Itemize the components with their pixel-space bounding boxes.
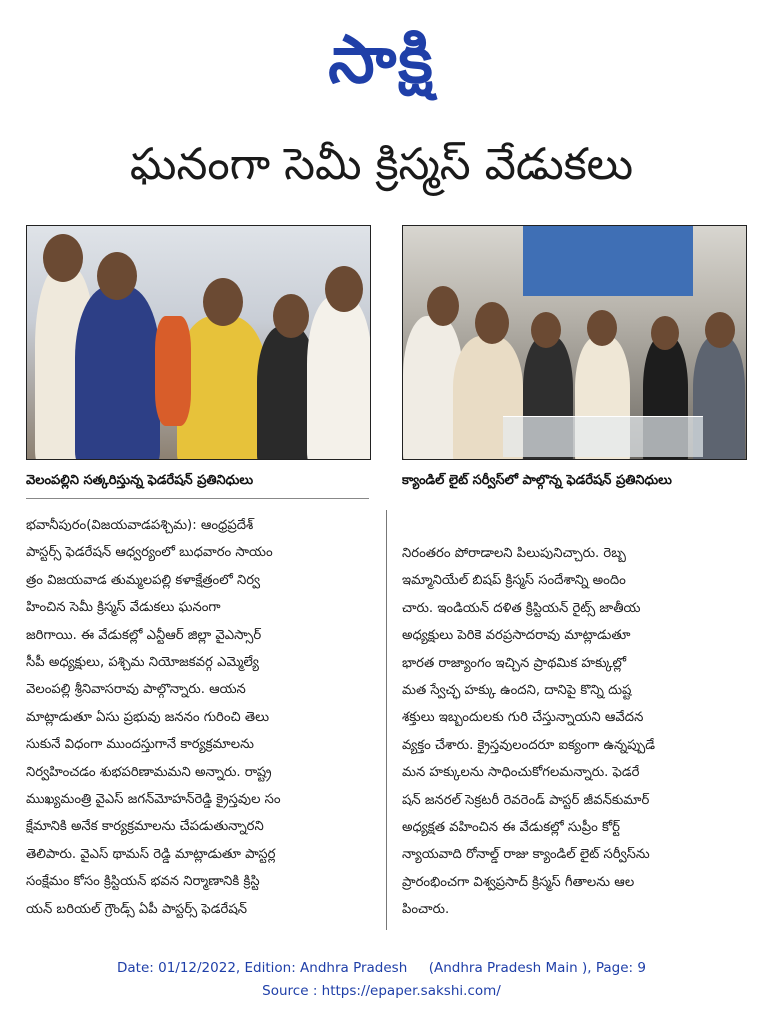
footer-date-edition: Date: 01/12/2022, Edition: Andhra Pradesh (Andhra Pradesh Main ), Page: 9 <box>117 960 646 976</box>
article-column-right <box>402 540 748 924</box>
article-line: నిర్వహించడం శుభపరిణామమని అన్నారు. రాష్ట్ర <box>26 764 272 780</box>
person-head <box>587 310 617 346</box>
person-head <box>273 294 309 338</box>
person-head <box>43 234 83 282</box>
person-head <box>325 266 363 312</box>
photo-caption-right: క్యాండిల్ లైట్ సర్వీస్‌లో పాల్గొన్న ఫెడరేషన్ ప్రతినిధులు <box>402 473 672 488</box>
article-line: మత స్వేచ్ఛ హక్కు ఉందని, దానిపై కొన్ని దుష్ట <box>402 683 632 699</box>
article-line: సీపీ అధ్యక్షులు, పశ్చిమ నియోజకవర్గ ఎమ్మెల్యే <box>26 655 259 671</box>
article-line: శక్తులు ఇబ్బందులకు గురి చేస్తున్నాయని ఆవేదన <box>402 710 644 726</box>
person-figure <box>75 286 160 460</box>
article-line: క్షేమానికి అనేక కార్యక్రమాలను చేపడుతున్నారని <box>26 819 264 835</box>
article-line: ముఖ్యమంత్రి వైఎస్ జగన్‌మోహన్‌రెడ్డి క్రైస్తవుల సం <box>26 792 281 808</box>
stage-backdrop <box>523 226 693 296</box>
masthead <box>0 14 763 106</box>
article-headline: ఘనంగా సెమీ క్రిస్మస్ వేడుకలు <box>129 139 634 190</box>
article-line: ఇమ్మానియేల్ బిషప్ క్రిస్మస్ సందేశాన్ని అందిం <box>402 573 626 589</box>
article-line: భవానీపురం(విజయవాడపశ్చిమ): ఆంధ్రప్రదేశ్ <box>26 518 254 533</box>
person-head <box>475 302 509 344</box>
article-line: జరిగాయి. ఈ వేడుకల్లో ఎన్టీఆర్ జిల్లా వైఎస్సార్ <box>26 627 262 643</box>
article-line: వ్యక్తం చేశారు. క్రైస్తవులందరూ ఐక్యంగా ఉన్నప్పుడే <box>402 737 656 753</box>
article-line: ప్రారంభించగా విశ్వప్రసాద్ క్రిస్మస్ గీతాలను ఆల <box>402 874 635 890</box>
article-line: పాస్టర్స్ ఫెడరేషన్ ఆధ్వర్యంలో బుధవారం సాయం <box>26 545 273 561</box>
article-line: వెలంపల్లి శ్రీనివాసరావు పాల్గొన్నారు. ఆయన <box>26 682 246 698</box>
candle-light-service-photo <box>402 225 747 460</box>
photo-caption-left: వెలంపల్లిని సత్కరిస్తున్న ఫెడరేషన్ ప్రతినిధులు <box>26 470 369 499</box>
felicitation-photo <box>26 225 371 460</box>
article-line: యన్ బరియల్ గ్రౌండ్స్ ఏపీ పాస్టర్స్ ఫెడరేషన్ <box>26 901 248 917</box>
article-line: మన హక్కులను సాధించుకోగలమన్నారు. ఫెడరే <box>402 765 640 781</box>
sakshi-logo: సాక్షి <box>328 21 435 98</box>
person-head <box>203 278 243 326</box>
article-line: హించిన సెమీ క్రిస్మస్ వేడుకలు ఘనంగా <box>26 600 221 616</box>
person-head <box>651 316 679 350</box>
article-line: నిరంతరం పోరాడాలని పిలుపునిచ్చారు. రెబ్బ <box>402 546 626 561</box>
article-line: అధ్యక్షత వహించిన ఈ వేడుకల్లో సుప్రీం కోర్ట్ <box>402 820 620 836</box>
person-head <box>427 286 459 326</box>
article-line: సుకునే విధంగా ముందస్తుగానే కార్యక్రమాలను <box>26 737 254 753</box>
article-line: మాట్లాడుతూ ఏసు ప్రభువు జననం గురించి తెలు <box>26 709 270 725</box>
person-head <box>531 312 561 348</box>
article-line: అధ్యక్షులు పెరికె వరప్రసాదరావు మాట్లాడుతూ <box>402 628 631 644</box>
article-column-left <box>26 512 372 923</box>
person-head <box>97 252 137 300</box>
column-divider <box>386 510 387 930</box>
article-line: పించారు. <box>402 902 450 918</box>
glass-table <box>503 416 703 457</box>
article-line: షన్ జనరల్ సెక్రటరీ రెవరెండ్ పాస్టర్ జీవన్‌కుమార్ <box>402 792 650 808</box>
article-line: సంక్షేమం కోసం క్రిస్టియన్ భవన నిర్మాణానికి క్రిస్టి <box>26 874 260 890</box>
person-figure <box>307 296 371 460</box>
article-line: చారు. ఇండియన్ దళిత క్రిస్టియన్ రైట్స్ జాతీయ <box>402 600 641 616</box>
footer-source-link[interactable]: Source : https://epaper.sakshi.com/ <box>262 983 501 999</box>
article-line: భారత రాజ్యాంగం ఇచ్చిన ప్రాథమిక హక్కుల్లో <box>402 655 627 671</box>
article-line: తెలిపారు. వైఎస్ థామస్ రెడ్డి మాట్లాడుతూ పాస్టర్ల <box>26 846 276 862</box>
person-head <box>705 312 735 348</box>
article-line: న్యాయవాది రోనాల్డ్ రాజు క్యాండిల్ లైట్ సర్వీస్‌ను <box>402 847 650 863</box>
person-figure <box>155 316 191 426</box>
article-line: త్రం విజయవాడ తుమ్మలపల్లి కళాక్షేత్రంలో నిర్వ <box>26 572 261 588</box>
